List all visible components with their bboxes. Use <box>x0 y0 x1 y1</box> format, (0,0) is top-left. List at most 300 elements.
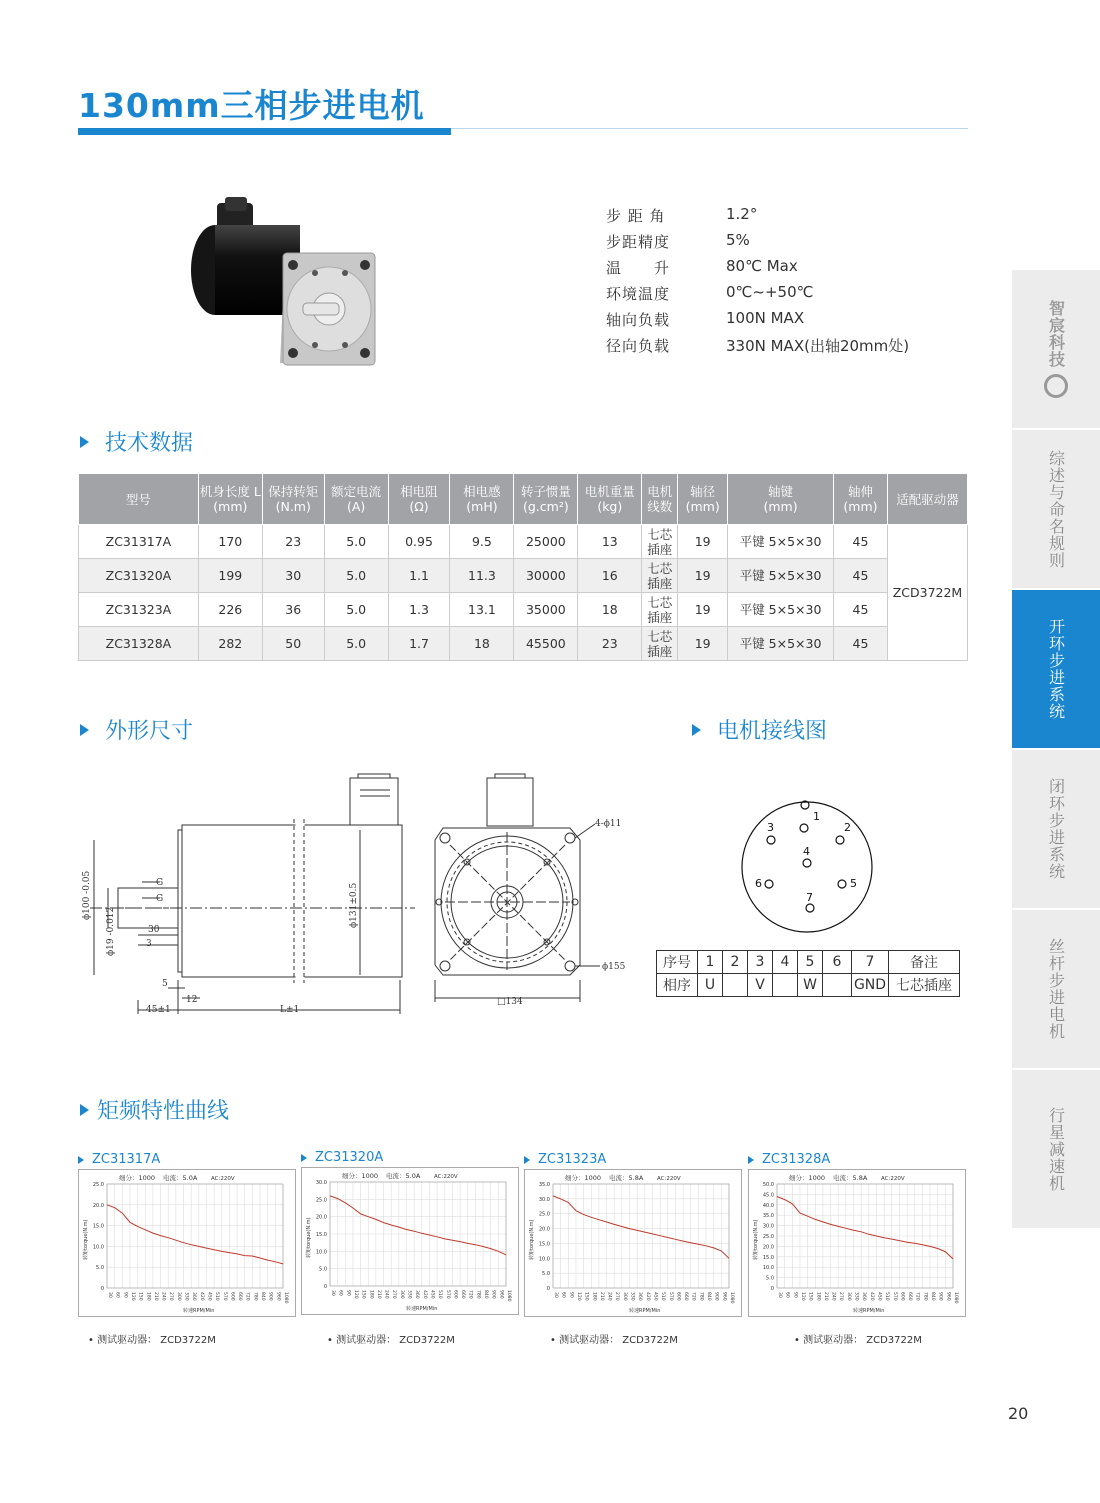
x-tick-label: 960 <box>721 1292 727 1301</box>
x-tick-label: 150 <box>360 1290 366 1299</box>
chart-ac: AC:220V <box>657 1176 681 1182</box>
cell-model: ZC31328A <box>79 627 199 661</box>
torque-series-line <box>330 1196 506 1255</box>
y-axis-label: 转矩torque(N.m) <box>83 1219 89 1260</box>
cell-inertia: 25000 <box>514 525 578 559</box>
chart-ac: AC:220V <box>881 1176 905 1182</box>
cell-inertia: 35000 <box>514 593 578 627</box>
cell-wires: 七芯 插座 <box>642 559 678 593</box>
x-tick-label: 960 <box>945 1292 951 1301</box>
cell-torque: 30 <box>262 559 324 593</box>
cell-weight: 13 <box>578 525 642 559</box>
y-tick-label: 20.0 <box>538 1226 550 1233</box>
wire-cell <box>723 974 748 997</box>
x-tick-label: 360 <box>637 1292 643 1301</box>
y-axis-label: 转矩torque(N.m) <box>753 1219 759 1260</box>
chart-subdivision: 细分：1000 <box>119 1174 156 1182</box>
x-tick-label: 210 <box>822 1292 828 1301</box>
title-rule <box>451 128 968 129</box>
y-tick-label: 35.0 <box>762 1213 774 1220</box>
chart-ac: AC:220V <box>211 1176 235 1182</box>
chart-heading <box>301 1150 519 1165</box>
sidebar-item-label: 综述与命名规则 <box>1046 449 1066 569</box>
cell-key: 平键 5×5×30 <box>728 525 834 559</box>
motor-image <box>185 195 380 374</box>
x-tick-label: 180 <box>591 1292 597 1301</box>
x-tick-label: 120 <box>129 1292 135 1301</box>
col-header: 相电感 (mH) <box>450 474 514 525</box>
y-tick-label: 0 <box>770 1286 774 1292</box>
sidebar-item-label: 闭环步进系统 <box>1046 778 1066 880</box>
chart-frame <box>524 1169 742 1317</box>
x-tick-label: 240 <box>830 1292 836 1301</box>
cell-shaft: 19 <box>678 593 728 627</box>
y-tick-label: 15.0 <box>762 1254 774 1261</box>
x-tick-label: 150 <box>137 1292 143 1301</box>
dim-L: L±1 <box>280 1005 300 1015</box>
x-tick-label: 660 <box>237 1292 243 1301</box>
spec-value: 0℃~+50℃ <box>726 283 814 301</box>
x-tick-label: 840 <box>930 1292 936 1301</box>
title-underline <box>78 128 451 135</box>
y-tick-label: 5.0 <box>766 1275 774 1282</box>
y-tick-label: 5.0 <box>542 1271 550 1278</box>
x-tick-label: 150 <box>807 1292 813 1301</box>
table-row <box>79 627 968 661</box>
torque-series-line <box>107 1205 283 1264</box>
chart-frame <box>748 1169 966 1317</box>
chart-current: 电流：5.8A <box>833 1174 868 1182</box>
x-tick-label: 450 <box>652 1292 658 1301</box>
section-title: 电机接线图 <box>717 719 828 744</box>
pin-label: 3 <box>767 821 774 834</box>
table-row <box>79 593 968 627</box>
y-tick-label: 10.0 <box>315 1249 327 1256</box>
cell-model: ZC31320A <box>79 559 199 593</box>
torque-chart <box>302 1168 518 1314</box>
cell-inductance: 11.3 <box>450 559 514 593</box>
triangle-icon <box>692 724 701 736</box>
dim-square: □134 <box>497 997 523 1007</box>
col-header: 保持转矩 (N.m) <box>262 474 324 525</box>
cell-driver: ZCD3722M <box>887 525 967 661</box>
wire-cell: V <box>748 974 773 997</box>
x-tick-label: 60 <box>784 1292 790 1298</box>
spec-value: 330N MAX(出轴20mm处) <box>726 337 910 355</box>
y-tick-label: 25.0 <box>762 1234 774 1240</box>
chart-title: ZC31320A <box>315 1150 384 1165</box>
x-tick-label: 600 <box>899 1292 905 1301</box>
chart-heading <box>524 1152 742 1167</box>
pin-label: 5 <box>850 877 857 890</box>
chart-title: ZC31328A <box>762 1152 831 1167</box>
y-tick-label: 5.0 <box>319 1266 327 1273</box>
cell-extension: 45 <box>833 593 887 627</box>
pin-label: 1 <box>813 810 820 823</box>
x-tick-label: 1080 <box>953 1292 958 1304</box>
y-tick-label: 10.0 <box>762 1265 774 1272</box>
x-tick-label: 240 <box>383 1290 389 1299</box>
x-tick-label: 300 <box>398 1290 404 1299</box>
x-axis-label: 转速RPM/Min <box>629 1308 661 1314</box>
cell-extension: 45 <box>833 559 887 593</box>
dim-g1: G <box>156 878 164 888</box>
x-tick-label: 60 <box>337 1290 343 1296</box>
sidebar-item-planetary[interactable] <box>1012 1070 1100 1230</box>
chart-heading <box>748 1152 966 1167</box>
x-tick-label: 840 <box>483 1290 489 1299</box>
x-tick-label: 1080 <box>729 1292 734 1304</box>
wire-cell: 7 <box>852 951 889 974</box>
section-curves-heading <box>80 1094 229 1125</box>
x-tick-label: 120 <box>352 1290 358 1299</box>
x-tick-label: 600 <box>452 1290 458 1299</box>
brand-logo-icon <box>1044 374 1068 398</box>
y-tick-label: 10.0 <box>92 1244 104 1251</box>
spec-key: 温 升 <box>606 259 671 277</box>
col-header: 轴键 (mm) <box>728 474 834 525</box>
chart-title: ZC31323A <box>538 1152 607 1167</box>
x-axis-label: 转速RPM/Min <box>406 1306 438 1312</box>
spec-list <box>606 205 909 361</box>
y-tick-label: 25.0 <box>538 1211 550 1218</box>
y-axis-label: 转矩torque(N.m) <box>306 1217 312 1258</box>
triangle-icon <box>301 1154 307 1162</box>
test-driver-note: • 测试驱动器： ZCD3722M <box>550 1335 678 1346</box>
x-tick-label: 330 <box>183 1292 189 1301</box>
cell-inductance: 18 <box>450 627 514 661</box>
x-tick-label: 780 <box>475 1290 481 1299</box>
table-row <box>79 525 968 559</box>
x-tick-label: 780 <box>252 1292 258 1301</box>
cell-current: 5.0 <box>324 593 388 627</box>
cell-model: ZC31323A <box>79 593 199 627</box>
triangle-icon <box>78 1156 84 1164</box>
x-tick-label: 360 <box>191 1292 197 1301</box>
wire-cell: 4 <box>773 951 798 974</box>
y-tick-label: 35.0 <box>538 1182 550 1188</box>
wire-cell: 备注 <box>889 951 960 974</box>
pin-label: 4 <box>803 845 810 858</box>
x-tick-label: 210 <box>375 1290 381 1299</box>
x-tick-label: 960 <box>498 1290 504 1299</box>
wire-cell: GND <box>852 974 889 997</box>
plot-area <box>107 1184 283 1288</box>
cell-model: ZC31317A <box>79 525 199 559</box>
connector-diagram <box>740 800 875 939</box>
chart-subdivision: 细分：1000 <box>565 1174 602 1182</box>
wire-cell: W <box>798 974 823 997</box>
x-tick-label: 600 <box>675 1292 681 1301</box>
wiring-row-index <box>657 951 960 974</box>
dim-5: 5 <box>162 979 168 989</box>
x-tick-label: 510 <box>214 1292 220 1301</box>
wire-cell: 序号 <box>657 951 698 974</box>
cell-resistance: 1.1 <box>388 559 450 593</box>
table-header-row <box>79 474 968 525</box>
x-tick-label: 210 <box>598 1292 604 1301</box>
chart-subdivision: 细分：1000 <box>789 1174 826 1182</box>
spec-value: 100N MAX <box>726 309 805 327</box>
cell-extension: 45 <box>833 525 887 559</box>
spec-row <box>606 309 909 335</box>
chart-ac: AC:220V <box>434 1174 458 1180</box>
x-tick-label: 240 <box>606 1292 612 1301</box>
x-tick-label: 150 <box>583 1292 589 1301</box>
spec-key: 步 距 角 <box>606 207 666 225</box>
x-tick-label: 660 <box>907 1292 913 1301</box>
wire-cell <box>773 974 798 997</box>
x-tick-label: 660 <box>460 1290 466 1299</box>
sidebar-item-overview[interactable] <box>1012 430 1100 590</box>
cell-weight: 23 <box>578 627 642 661</box>
col-header: 电机 线数 <box>642 474 678 525</box>
spec-value: 80℃ Max <box>726 257 798 275</box>
x-tick-label: 180 <box>368 1290 374 1299</box>
dim-12: 12 <box>186 995 198 1005</box>
x-tick-label: 420 <box>644 1292 650 1301</box>
triangle-icon <box>80 724 89 736</box>
torque-chart <box>79 1170 295 1316</box>
y-tick-label: 5.0 <box>96 1265 104 1272</box>
test-driver-note: • 测试驱动器： ZCD3722M <box>327 1335 455 1346</box>
col-header: 轴伸 (mm) <box>833 474 887 525</box>
cell-wires: 七芯 插座 <box>642 525 678 559</box>
x-tick-label: 900 <box>490 1290 496 1299</box>
y-tick-label: 15.0 <box>538 1241 550 1248</box>
x-tick-label: 570 <box>444 1290 450 1299</box>
test-driver-note: • 测试驱动器： ZCD3722M <box>794 1335 922 1346</box>
x-tick-label: 90 <box>345 1290 351 1296</box>
col-header: 相电阻 (Ω) <box>388 474 450 525</box>
chart-card <box>78 1152 296 1346</box>
x-axis-label: 转速RPM/Min <box>183 1308 215 1314</box>
front-view-drawing <box>425 770 635 1014</box>
x-tick-label: 120 <box>575 1292 581 1301</box>
chart-card <box>524 1152 742 1346</box>
y-tick-label: 20.0 <box>762 1244 774 1251</box>
cell-current: 5.0 <box>324 525 388 559</box>
page-number: 20 <box>1008 1404 1029 1423</box>
x-tick-label: 570 <box>221 1292 227 1301</box>
spec-value: 5% <box>726 231 750 249</box>
spec-key: 步距精度 <box>606 233 671 251</box>
cell-key: 平键 5×5×30 <box>728 627 834 661</box>
x-tick-label: 330 <box>406 1290 412 1299</box>
x-tick-label: 720 <box>467 1290 473 1299</box>
spec-row <box>606 231 909 257</box>
page-title: 130mm三相步进电机 <box>78 86 425 125</box>
chart-title: ZC31317A <box>92 1152 161 1167</box>
x-tick-label: 840 <box>260 1292 266 1301</box>
spec-row <box>606 283 909 309</box>
x-tick-label: 420 <box>868 1292 874 1301</box>
y-tick-label: 15.0 <box>315 1232 327 1238</box>
triangle-icon <box>80 1104 89 1116</box>
triangle-icon <box>524 1156 530 1164</box>
wire-cell: 6 <box>823 951 852 974</box>
wire-cell <box>823 974 852 997</box>
x-tick-label: 30 <box>107 1292 112 1298</box>
col-header: 机身长度 L (mm) <box>198 474 262 525</box>
dim-45: 45±1 <box>146 1005 171 1015</box>
cell-length: 199 <box>198 559 262 593</box>
x-tick-label: 510 <box>437 1290 443 1299</box>
sidebar-item-open-loop[interactable] <box>1012 590 1100 750</box>
x-tick-label: 300 <box>621 1292 627 1301</box>
brand-name: 智宸科技 <box>1046 300 1066 368</box>
x-tick-label: 240 <box>160 1292 166 1301</box>
cell-resistance: 1.7 <box>388 627 450 661</box>
cell-inductance: 13.1 <box>450 593 514 627</box>
x-tick-label: 510 <box>660 1292 666 1301</box>
test-driver-note: • 测试驱动器： ZCD3722M <box>88 1335 216 1346</box>
x-tick-label: 1080 <box>506 1290 511 1302</box>
y-tick-label: 40.0 <box>762 1202 774 1209</box>
torque-chart <box>749 1170 965 1316</box>
x-tick-label: 900 <box>713 1292 719 1301</box>
cell-current: 5.0 <box>324 559 388 593</box>
y-tick-label: 20.0 <box>315 1214 327 1221</box>
dim-holes: 4-ϕ11 <box>595 819 622 829</box>
x-tick-label: 270 <box>391 1290 397 1299</box>
chart-card <box>748 1152 966 1346</box>
cell-torque: 50 <box>262 627 324 661</box>
wire-cell: 5 <box>798 951 823 974</box>
y-tick-label: 25.0 <box>92 1182 104 1188</box>
torque-series-line <box>777 1197 953 1259</box>
x-tick-label: 90 <box>568 1292 574 1298</box>
wire-cell: U <box>698 974 723 997</box>
cell-extension: 45 <box>833 627 887 661</box>
spec-value: 1.2° <box>726 205 758 223</box>
chart-card <box>301 1150 519 1346</box>
sidebar <box>1012 270 1100 1230</box>
x-tick-label: 300 <box>175 1292 181 1301</box>
y-tick-label: 20.0 <box>92 1202 104 1209</box>
spec-row <box>606 335 909 361</box>
x-tick-label: 1080 <box>283 1292 288 1304</box>
cell-wires: 七芯 插座 <box>642 593 678 627</box>
x-tick-label: 570 <box>667 1292 673 1301</box>
dim-3: 3 <box>146 939 152 949</box>
x-tick-label: 780 <box>922 1292 928 1301</box>
wire-cell: 3 <box>748 951 773 974</box>
spec-row <box>606 257 909 283</box>
cell-resistance: 0.95 <box>388 525 450 559</box>
x-tick-label: 30 <box>777 1292 782 1298</box>
cell-shaft: 19 <box>678 627 728 661</box>
x-tick-label: 120 <box>799 1292 805 1301</box>
cell-length: 170 <box>198 525 262 559</box>
cell-shaft: 19 <box>678 525 728 559</box>
chart-frame <box>78 1169 296 1317</box>
col-header: 轴径 (mm) <box>678 474 728 525</box>
wire-cell: 七芯插座 <box>889 974 960 997</box>
sidebar-brand <box>1012 270 1100 430</box>
x-tick-label: 570 <box>891 1292 897 1301</box>
sidebar-item-lead-screw[interactable] <box>1012 910 1100 1070</box>
chart-current: 电流：5.8A <box>609 1174 644 1182</box>
wiring-table <box>656 950 960 997</box>
x-tick-label: 60 <box>560 1292 566 1298</box>
x-tick-label: 420 <box>421 1290 427 1299</box>
spec-key: 环境温度 <box>606 285 671 303</box>
cell-inductance: 9.5 <box>450 525 514 559</box>
x-tick-label: 900 <box>267 1292 273 1301</box>
cell-inertia: 30000 <box>514 559 578 593</box>
cell-inertia: 45500 <box>514 627 578 661</box>
section-title: 矩频特性曲线 <box>97 1099 230 1124</box>
sidebar-item-label: 丝杆步进电机 <box>1046 938 1066 1040</box>
col-header: 额定电流 (A) <box>324 474 388 525</box>
col-header: 型号 <box>79 474 199 525</box>
spec-key: 径向负载 <box>606 337 671 355</box>
chart-current: 电流：5.0A <box>386 1172 421 1180</box>
y-tick-label: 10.0 <box>538 1256 550 1263</box>
y-axis-label: 转矩torque(N.m) <box>529 1219 535 1260</box>
x-tick-label: 90 <box>122 1292 128 1298</box>
cell-weight: 16 <box>578 559 642 593</box>
x-tick-label: 90 <box>792 1292 798 1298</box>
dim-g2: G <box>156 894 164 904</box>
cell-key: 平键 5×5×30 <box>728 559 834 593</box>
spec-row <box>606 205 909 231</box>
x-tick-label: 720 <box>244 1292 250 1301</box>
pin-label: 6 <box>755 877 762 890</box>
pin-label: 2 <box>844 821 851 834</box>
col-header: 转子惯量 (g.cm²) <box>514 474 578 525</box>
wire-cell: 1 <box>698 951 723 974</box>
x-tick-label: 720 <box>914 1292 920 1301</box>
spec-key: 轴向负载 <box>606 311 671 329</box>
sidebar-item-closed-loop[interactable] <box>1012 750 1100 910</box>
y-tick-label: 50.0 <box>762 1182 774 1188</box>
y-tick-label: 15.0 <box>92 1223 104 1230</box>
cell-shaft: 19 <box>678 559 728 593</box>
cell-resistance: 1.3 <box>388 593 450 627</box>
y-tick-label: 30.0 <box>538 1196 550 1203</box>
dim-d100: ϕ100 -0.05 <box>82 870 92 920</box>
pin-label: 7 <box>806 891 813 904</box>
x-tick-label: 210 <box>152 1292 158 1301</box>
x-tick-label: 30 <box>330 1290 335 1296</box>
y-tick-label: 45.0 <box>762 1192 774 1199</box>
x-tick-label: 420 <box>198 1292 204 1301</box>
cell-key: 平键 5×5×30 <box>728 593 834 627</box>
triangle-icon <box>80 436 89 448</box>
wire-cell: 相序 <box>657 974 698 997</box>
x-tick-label: 300 <box>845 1292 851 1301</box>
sidebar-item-label: 行星减速机 <box>1046 1106 1066 1192</box>
x-tick-label: 60 <box>114 1292 120 1298</box>
x-tick-label: 360 <box>414 1290 420 1299</box>
x-tick-label: 510 <box>884 1292 890 1301</box>
col-header: 电机重量 (kg) <box>578 474 642 525</box>
x-tick-label: 270 <box>168 1292 174 1301</box>
plot-area <box>553 1184 729 1288</box>
y-tick-label: 0 <box>100 1286 104 1292</box>
x-tick-label: 30 <box>553 1292 558 1298</box>
x-tick-label: 360 <box>861 1292 867 1301</box>
torque-chart <box>525 1170 741 1316</box>
section-dims-heading <box>80 714 193 745</box>
tech-data-table <box>78 473 968 661</box>
cell-length: 226 <box>198 593 262 627</box>
chart-heading <box>78 1152 296 1167</box>
dim-30: 30 <box>148 925 160 935</box>
cell-weight: 18 <box>578 593 642 627</box>
